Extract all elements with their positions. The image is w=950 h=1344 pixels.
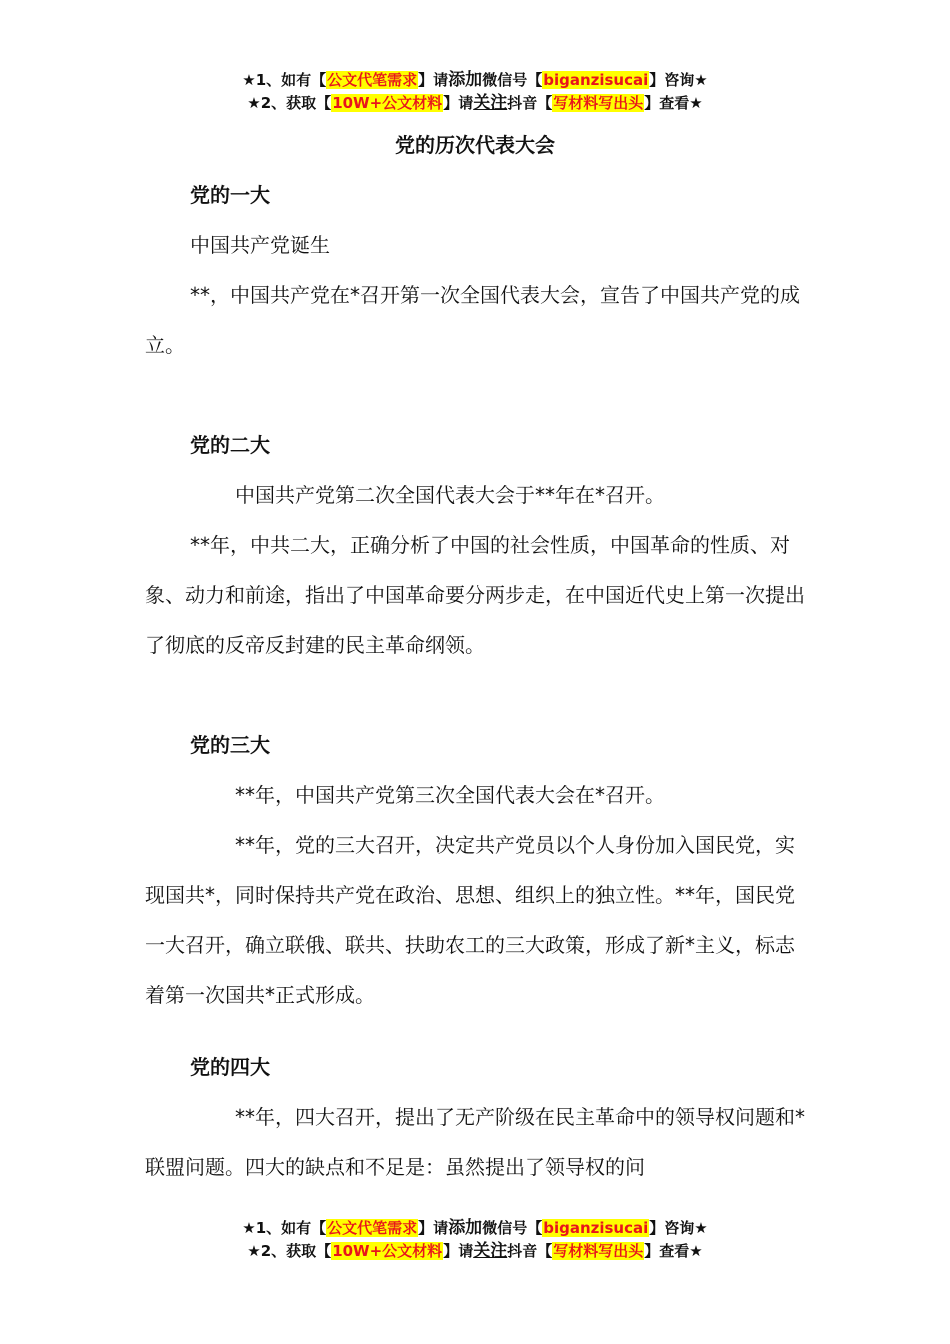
banner-text: ★2、获取【	[247, 1242, 332, 1260]
paragraph: **年，党的三大召开，决定共产党员以个人身份加入国民党，实现国共*，同时保持共产党在政治、思想、组织上的独立性。**年，国民党一大召开，确立联俄、联共、扶助农工的三大政策，形成了新*主义，标志着第一次国共*正式形成。	[145, 833, 795, 1007]
banner-text: 抖音【	[507, 1242, 553, 1260]
paragraph: **年，中国共产党第三次全国代表大会在*召开。	[235, 783, 665, 807]
footer-banner	[0, 1217, 950, 1263]
banner-text: 】咨询★	[649, 1219, 708, 1237]
banner-highlight-materials: 10W+公文材料	[332, 94, 443, 112]
banner-highlight-douyin: 写材料写出头	[553, 1242, 644, 1260]
banner-highlight-service: 公文代笔需求	[327, 71, 418, 89]
banner-highlight-wechat: biganzisucai	[543, 1219, 649, 1237]
banner-emphasis-follow: 关注	[473, 1241, 508, 1261]
spacer	[145, 670, 807, 720]
section-heading-3: 党的三大	[190, 733, 270, 757]
banner-highlight-wechat: biganzisucai	[543, 71, 649, 89]
banner-line-2	[0, 1240, 950, 1263]
paragraph: **年，中共二大，正确分析了中国的社会性质，中国革命的性质、对象、动力和前途，指出了中国革命要分两步走，在中国近代史上第一次提出了彻底的反帝反封建的民主革命纲领。	[145, 533, 805, 657]
banner-highlight-douyin: 写材料写出头	[553, 94, 644, 112]
section-heading-2: 党的二大	[190, 433, 270, 457]
banner-text: ★1、如有【	[242, 71, 327, 89]
banner-text: ★2、获取【	[247, 94, 332, 112]
banner-line-1	[0, 69, 950, 92]
paragraph: 中国共产党第二次全国代表大会于**年在*召开。	[235, 483, 665, 507]
spacer	[145, 1020, 807, 1042]
paragraph: **，中国共产党在*召开第一次全国代表大会，宣告了中国共产党的成立。	[145, 283, 800, 357]
banner-text: 】请	[418, 1219, 449, 1237]
banner-text: 】查看★	[644, 1242, 703, 1260]
banner-text: ★1、如有【	[242, 1219, 327, 1237]
banner-text: 】查看★	[644, 94, 703, 112]
banner-text: 】咨询★	[649, 71, 708, 89]
document-body	[145, 170, 807, 1192]
banner-highlight-service: 公文代笔需求	[327, 1219, 418, 1237]
banner-highlight-materials: 10W+公文材料	[332, 1242, 443, 1260]
section-heading-1: 党的一大	[190, 183, 270, 207]
banner-emphasis-follow: 关注	[473, 93, 508, 113]
banner-line-1	[0, 1217, 950, 1240]
banner-text: 】请	[443, 1242, 474, 1260]
banner-text: 】请	[418, 71, 449, 89]
paragraph: **年，四大召开，提出了无产阶级在民主革命中的领导权问题和*联盟问题。四大的缺点和不足是：虽然提出了领导权的问	[145, 1105, 805, 1179]
paragraph: 中国共产党诞生	[190, 233, 330, 257]
banner-text: 微信号【	[482, 1219, 543, 1237]
section-heading-4: 党的四大	[190, 1055, 270, 1079]
page-title: 党的历次代表大会	[395, 133, 555, 157]
header-banner	[0, 69, 950, 115]
banner-text: 微信号【	[482, 71, 543, 89]
banner-emphasis-add: 添加	[448, 1218, 483, 1238]
banner-text: 】请	[443, 94, 474, 112]
spacer	[145, 370, 807, 420]
banner-text: 抖音【	[507, 94, 553, 112]
banner-line-2	[0, 92, 950, 115]
banner-emphasis-add: 添加	[448, 70, 483, 90]
